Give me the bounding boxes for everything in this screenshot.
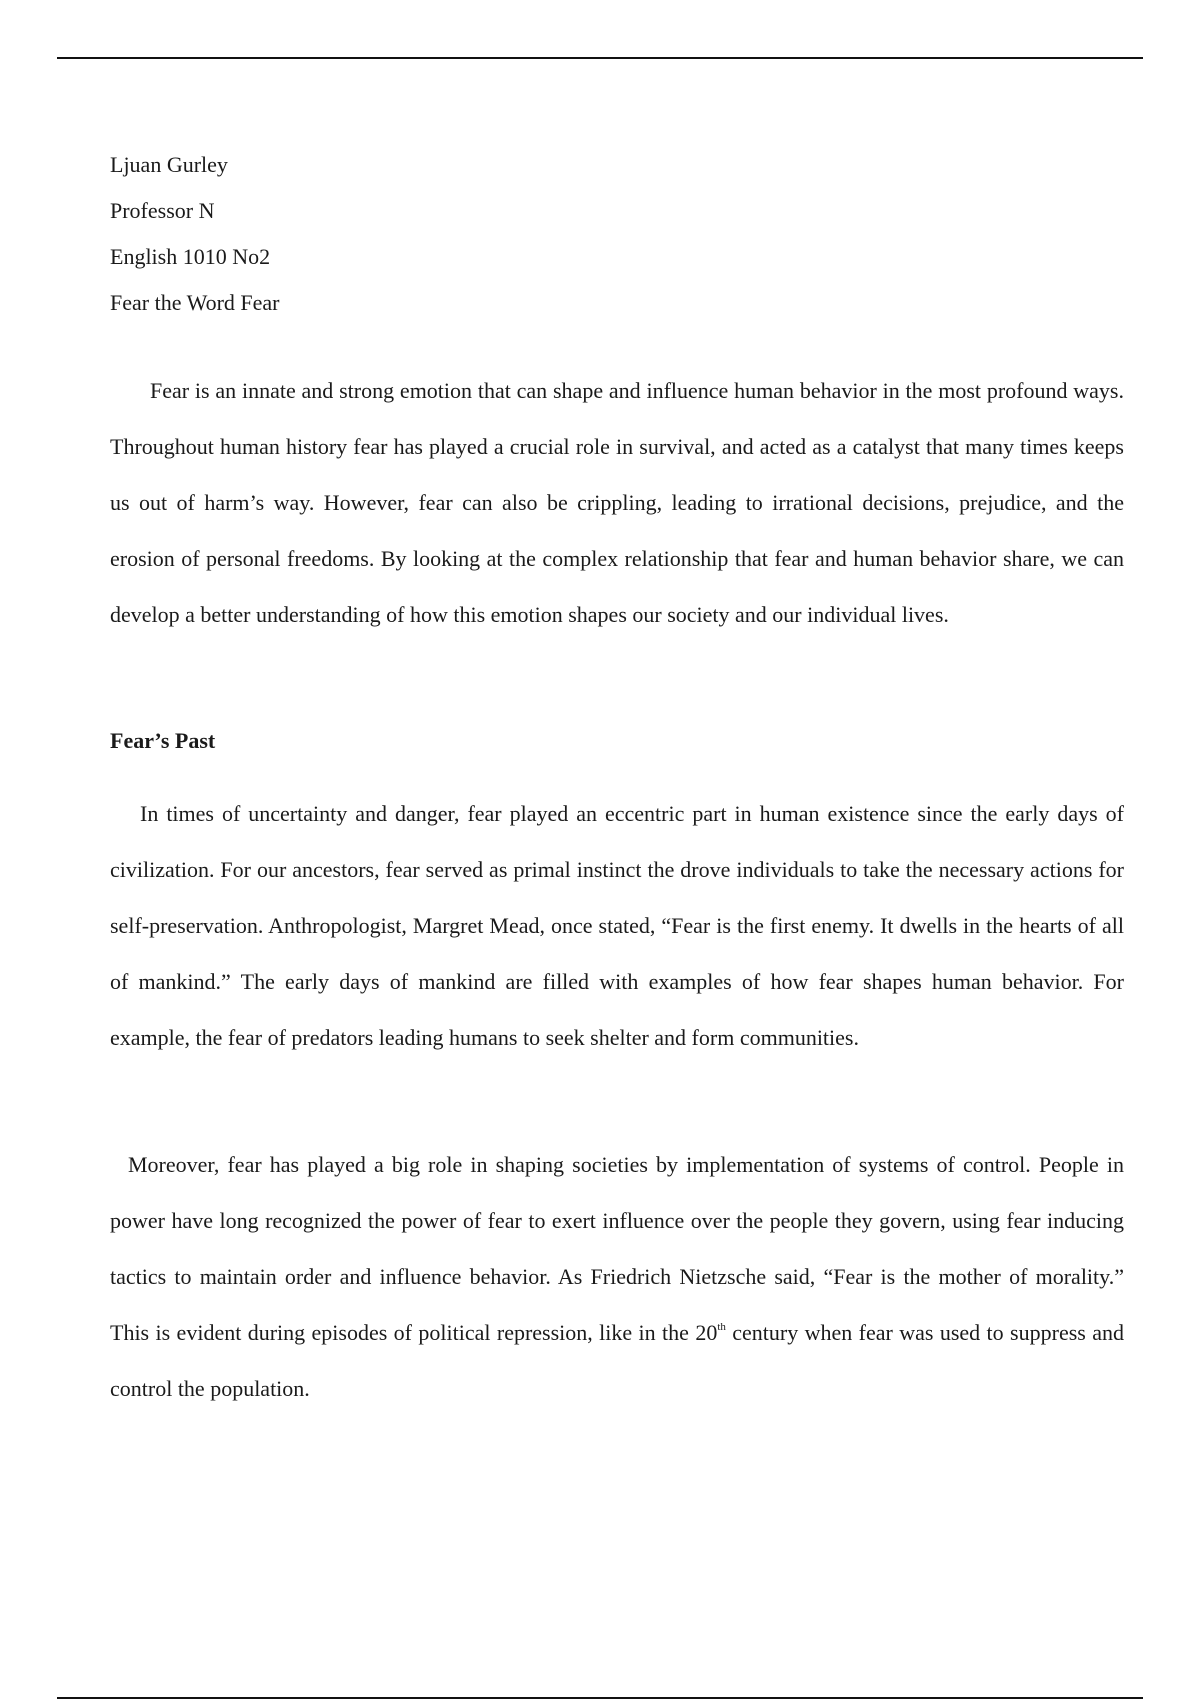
- intro-paragraph: Fear is an innate and strong emotion that can shape and influence human behavior in the most profound ways. Throughout human history fear has played a crucial role in survival, and acted as a catalyst that many times keeps us out of harm’s way. However, fear can also be crippling, leading to irrational decisions, prejudice, and the erosion of personal freedoms. By looking at the complex relationship that fear and human behavior share, we can develop a better understanding of how this emotion shapes our society and our individual lives.: [110, 378, 1124, 627]
- footer-rule: [57, 1697, 1143, 1699]
- course-name: English 1010 No2: [110, 244, 271, 269]
- section-heading: Fear’s Past: [110, 728, 216, 753]
- paragraph-3-text-before: Moreover, fear has played a big role in shaping societies by implementation of systems of control. People in power have long recognized the power of fear to exert influence over the people they govern, using fear inducing tactics to maintain order and influence behavior. As Friedrich Nietzsche said, “Fear is the mother of morality.” This is evident during episodes of political repression, like in the 20: [110, 1152, 1124, 1345]
- author-name: Ljuan Gurley: [110, 152, 228, 177]
- essay-title: Fear the Word Fear: [110, 290, 280, 315]
- body-paragraph-2: In times of uncertainty and danger, fear played an eccentric part in human existence since the early days of civilization. For our ancestors, fear served as primal instinct the drove individuals to take the necessary actions for self-preservation. Anthropologist, Margret Mead, once stated, “Fear is the first enemy. It dwells in the hearts of all of mankind.” The early days of mankind are filled with examples of how fear shapes human behavior. For example, the fear of predators leading humans to seek shelter and form communities.: [110, 801, 1124, 1050]
- instructor-name: Professor N: [110, 198, 215, 223]
- header-rule: [57, 57, 1143, 59]
- paragraph-3-text-after: century when fear was used to suppress and control the population.: [110, 1320, 1124, 1401]
- ordinal-superscript: th: [717, 1321, 726, 1333]
- body-paragraph-3: [110, 1137, 1124, 1417]
- document-header: [110, 142, 1124, 326]
